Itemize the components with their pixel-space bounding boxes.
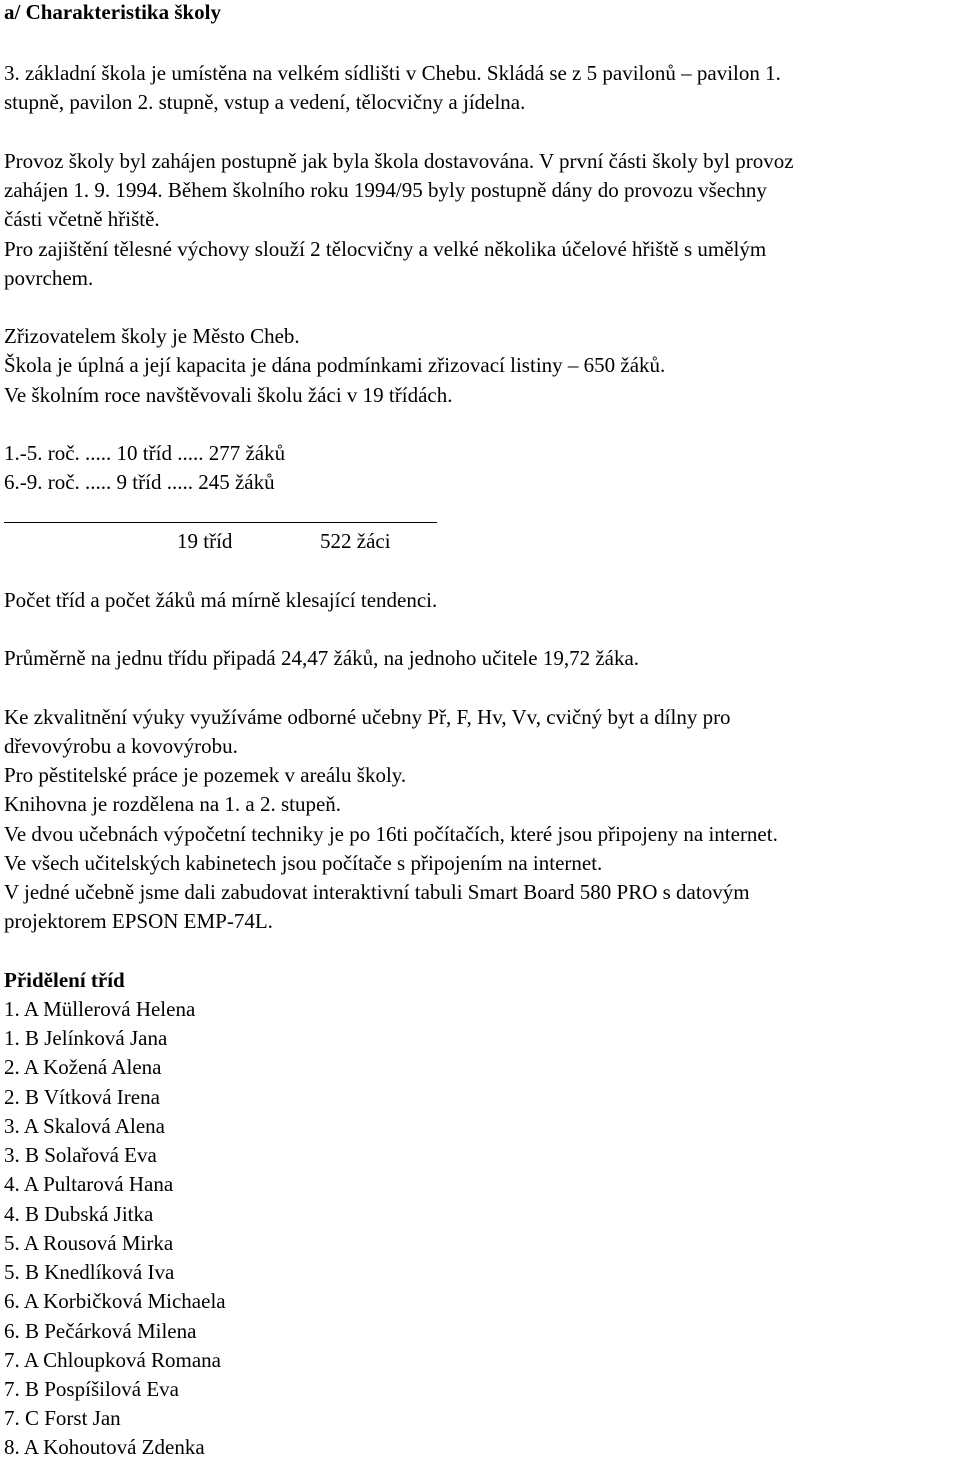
intro-line: 3. základní škola je umístěna na velkém sídlišti v Chebu. Skládá se z 5 pavilonů – pavilon 1. [4, 61, 781, 85]
class-teacher-item: 2. B Vítková Irena [4, 1085, 160, 1109]
facilities-line: projektorem EPSON EMP-74L. [4, 909, 273, 933]
facilities-line: Knihovna je rozdělena na 1. a 2. stupeň. [4, 792, 342, 816]
class-teacher-item: 7. B Pospíšilová Eva [4, 1377, 180, 1401]
capacity-line: Škola je úplná a její kapacita je dána podmínkami zřizovací listiny – 650 žáků. [4, 353, 666, 377]
class-teacher-item: 4. B Dubská Jitka [4, 1202, 154, 1226]
class-teacher-item: 4. A Pultarová Hana [4, 1172, 174, 1196]
class-teacher-item: 3. B Solařová Eva [4, 1143, 157, 1167]
operation-line: zahájen 1. 9. 1994. Během školního roku 1994/95 byly postupně dány do provozu všechny [4, 178, 767, 202]
facilities-line: Ve dvou učebnách výpočetní techniky je po 16ti počítačích, které jsou připojeny na internet. [4, 822, 778, 846]
operation-line: Provoz školy byl zahájen postupně jak byla škola dostavována. V první části školy byl provoz [4, 149, 794, 173]
averages-line: Průměrně na jednu třídu připadá 24,47 žáků, na jednoho učitele 19,72 žáka. [4, 646, 640, 670]
operation-line: povrchem. [4, 266, 94, 290]
classes-heading: Přidělení tříd [4, 968, 125, 992]
classes-count-line: Ve školním roce navštěvovali školu žáci v 19 třídách. [4, 383, 453, 407]
facilities-line: Ve všech učitelských kabinetech jsou počítače s připojením na internet. [4, 851, 603, 875]
section-title: a/ Charakteristika školy [4, 0, 222, 24]
class-teacher-item: 1. B Jelínková Jana [4, 1026, 168, 1050]
facilities-line: V jedné učebně jsme dali zabudovat interaktivní tabuli Smart Board 580 PRO s datovým [4, 880, 750, 904]
class-teacher-item: 5. B Knedlíková Iva [4, 1260, 175, 1284]
facilities-line: dřevovýrobu a kovovýrobu. [4, 734, 238, 758]
class-teacher-item: 2. A Kožená Alena [4, 1055, 162, 1079]
stats-row: 1.-5. roč. ..... 10 tříd ..... 277 žáků [4, 441, 286, 465]
class-teacher-item: 7. C Forst Jan [4, 1406, 121, 1430]
total-pupils: 522 žáci [320, 529, 391, 553]
trend-line: Počet tříd a počet žáků má mírně klesající tendenci. [4, 588, 438, 612]
sum-rule [4, 522, 437, 523]
stats-row: 6.-9. roč. ..... 9 tříd ..... 245 žáků [4, 470, 275, 494]
class-teacher-item: 5. A Rousová Mirka [4, 1231, 174, 1255]
facilities-line: Pro pěstitelské práce je pozemek v areálu školy. [4, 763, 407, 787]
facilities-line: Ke zkvalitnění výuky využíváme odborné učebny Př, F, Hv, Vv, cvičný byt a dílny pro [4, 705, 731, 729]
total-classes: 19 tříd [177, 529, 233, 553]
class-teacher-item: 1. A Müllerová Helena [4, 997, 196, 1021]
class-teacher-item: 7. A Chloupková Romana [4, 1348, 221, 1372]
class-teacher-item: 8. A Kohoutová Zdenka [4, 1435, 205, 1459]
founder-line: Zřizovatelem školy je Město Cheb. [4, 324, 300, 348]
operation-line: Pro zajištění tělesné výchovy slouží 2 tělocvičny a velké několika účelové hřiště s umělým [4, 237, 767, 261]
class-teacher-item: 3. A Skalová Alena [4, 1114, 165, 1138]
intro-line: stupně, pavilon 2. stupně, vstup a vedení, tělocvičny a jídelna. [4, 90, 526, 114]
operation-line: části včetně hřiště. [4, 207, 160, 231]
class-teacher-item: 6. B Pečárková Milena [4, 1319, 197, 1343]
class-teacher-item: 6. A Korbičková Michaela [4, 1289, 226, 1313]
